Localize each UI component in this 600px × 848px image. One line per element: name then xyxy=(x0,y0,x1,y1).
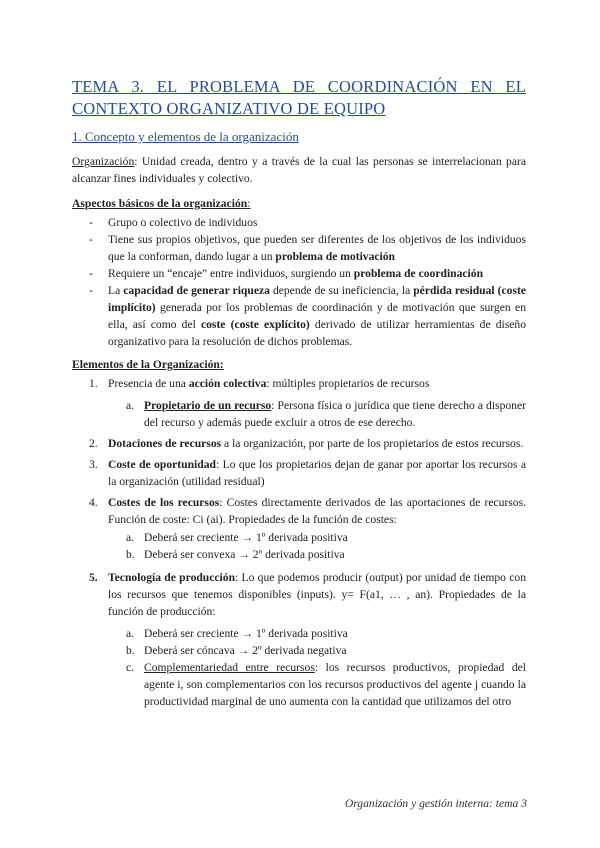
list-item-text: Deberá ser convexa → 2º derivada positiva xyxy=(144,548,345,561)
dash-marker: - xyxy=(89,233,93,246)
letter-marker: a. xyxy=(126,531,135,544)
aspects-heading-text: Aspectos básicos de la organización xyxy=(72,197,248,210)
definition-text: : Unidad creada, dentro y a través de la cual las personas se interrelacionan para alcanzar fines individuales y colectivo. xyxy=(72,155,526,185)
list-item xyxy=(72,375,526,431)
list-item-text: derivado de utilizar herramientas de diseño organizativo para la resolución de dichos problemas. xyxy=(108,318,526,348)
aspects-heading-colon: : xyxy=(247,197,251,210)
list-item-text: Requiere un “encaje” entre individuos, surgiendo un xyxy=(108,267,354,280)
letter-marker: c. xyxy=(126,661,135,674)
list-item xyxy=(72,494,526,563)
list-item-text: : los recursos productivos, propiedad del agente i, son complementarios con los recursos productivos del agente j cuando la productividad marginal de uno aumenta con la cantidad que utilizamos del otro xyxy=(144,661,526,708)
definition-paragraph xyxy=(72,153,526,187)
list-item-text: : múltiples propietarios de recursos xyxy=(266,377,430,390)
elements-list xyxy=(72,375,526,710)
list-item xyxy=(72,569,526,710)
sub-list-item xyxy=(108,546,526,563)
list-item xyxy=(72,456,526,490)
list-item xyxy=(72,435,526,452)
number-marker: 2. xyxy=(89,437,98,450)
list-item-text: : Lo que podemos producir (output) por unidad de tiempo con los recursos que tenemos disponibles (inputs). y= F(a1, … , an). Propiedades de la función de producción: xyxy=(108,571,526,618)
page-title-line2: CONTEXTO ORGANIZATIVO DE EQUIPO xyxy=(72,99,386,118)
aspects-heading xyxy=(72,195,526,212)
list-item-bold: acción colectiva xyxy=(188,377,267,390)
list-item-bold: problema de coordinación xyxy=(353,267,484,280)
list-item-text: : Costes directamente derivados de las aportaciones de recursos. Función de coste: Ci (ai). Propiedades de la función de costes: xyxy=(108,496,526,526)
list-item xyxy=(72,231,526,265)
dash-marker: - xyxy=(89,216,93,229)
letter-marker: b. xyxy=(126,644,135,657)
list-item-text: Tiene sus propios objetivos, que pueden ser diferentes de los objetivos de los individuos que la conforman, dando lugar a un xyxy=(108,233,526,263)
page-footer: Organización y gestión interna: tema 3 xyxy=(344,797,527,810)
list-item-text: Deberá ser creciente → 1º derivada positiva xyxy=(144,627,348,640)
list-item-bold: problema de motivación xyxy=(275,250,396,263)
list-item-text: Deberá ser creciente → 1º derivada positiva xyxy=(144,531,348,544)
letter-marker: a. xyxy=(126,627,135,640)
list-item-bold: coste (coste explícito) xyxy=(200,318,310,331)
elements-heading: Elementos de la Organización: xyxy=(72,358,224,371)
number-marker: 1. xyxy=(89,377,98,390)
definition-term: Organización xyxy=(72,155,135,168)
sub-list-item xyxy=(108,659,526,710)
number-marker: 4. xyxy=(89,496,98,509)
letter-marker: b. xyxy=(126,548,135,561)
sub-list xyxy=(108,529,526,563)
list-item-term: Complementariedad entre recursos xyxy=(144,661,315,674)
list-item-bold: capacidad de generar riqueza xyxy=(123,284,270,297)
list-item-bold: Dotaciones de recursos xyxy=(108,437,222,450)
list-item-text: Grupo o colectivo de individuos xyxy=(108,216,258,229)
sub-list xyxy=(108,397,526,431)
list-item-bold: Coste de oportunidad xyxy=(108,458,216,471)
aspects-list xyxy=(72,214,526,350)
sub-list-item xyxy=(108,397,526,431)
section-heading: 1. Concepto y elementos de la organización xyxy=(72,129,299,144)
list-item-text: La xyxy=(108,284,124,297)
sub-list-item xyxy=(108,625,526,642)
list-item-text: Presencia de una xyxy=(108,377,189,390)
number-marker: 5. xyxy=(89,571,98,584)
sub-list-item xyxy=(108,529,526,546)
list-item xyxy=(72,282,526,350)
list-item-bold: Tecnología de producción xyxy=(108,571,236,584)
document-page xyxy=(72,76,526,714)
list-item-bold: pérdida residual (coste implícito) xyxy=(108,284,526,314)
sub-list-item xyxy=(108,642,526,659)
list-item-text: generada por los problemas de coordinación y de motivación que surgen en ella, así como del xyxy=(108,301,526,331)
dash-marker: - xyxy=(89,284,93,297)
number-marker: 3. xyxy=(89,458,98,471)
letter-marker: a. xyxy=(126,399,135,412)
list-item xyxy=(72,265,526,282)
list-item xyxy=(72,214,526,231)
list-item-text: depende de su ineficiencia, la xyxy=(269,284,414,297)
list-item-text: : Lo que los propietarios dejan de ganar por aportar los recursos a la organización (utilidad residual) xyxy=(108,458,527,488)
sub-list xyxy=(108,625,526,710)
list-item-text: Deberá ser cóncava → 2º derivada negativa xyxy=(144,644,347,657)
page-title-line1: TEMA 3. EL PROBLEMA DE COORDINACIÓN EN EL xyxy=(72,77,526,96)
list-item-text: a la organización, por parte de los propietarios de estos recursos. xyxy=(221,437,524,450)
list-item-text: : Persona física o jurídica que tiene derecho a disponer del recurso y además puede excluir a otros de ese derecho. xyxy=(144,399,526,429)
dash-marker: - xyxy=(89,267,93,280)
list-item-bold: Costes de los recursos xyxy=(108,496,220,509)
list-item-term: Propietario de un recurso xyxy=(144,399,272,412)
